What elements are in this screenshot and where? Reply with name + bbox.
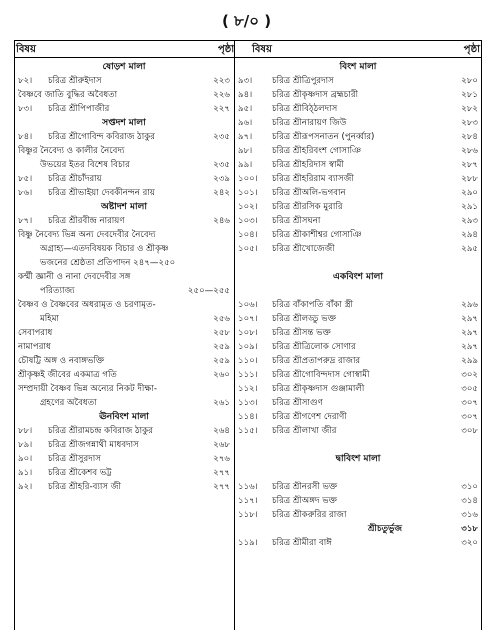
toc-entry	[238, 172, 478, 186]
entry-number: ১০৯।	[238, 342, 258, 352]
border-right	[481, 40, 482, 630]
entry-page: ২৮২	[461, 104, 478, 114]
entry-title: মহিমা	[40, 314, 60, 324]
entry-title: চরিত্র শ্রীহরিবংশ গোসাঞি	[272, 146, 362, 156]
border-left	[14, 40, 15, 630]
entry-title: উভয়ের ইতর বিশেষ বিচার	[40, 160, 130, 170]
entry-page: ২৮৬	[461, 146, 478, 156]
entry-title: চরিত্র শ্রীসুরদাস	[48, 454, 101, 464]
entry-page: ২২৩	[213, 76, 230, 86]
entry-title: চরিত্র শ্রীকৃষ্ণদাস গুঞ্জামালী	[272, 384, 365, 394]
toc-entry	[238, 424, 478, 438]
entry-page: ২৯৫	[461, 244, 478, 254]
entry-page: ৩০২	[461, 370, 478, 380]
entry-title: চরিত্র শ্রীসন্ত ভক্ত	[272, 328, 331, 338]
section-title: সপ্তদশ মালা	[102, 118, 146, 128]
entry-page: ২৬০	[213, 370, 230, 380]
toc-entry	[18, 354, 230, 368]
entry-title: চরিত্র শ্রীলাখা জীর	[272, 426, 337, 436]
entry-title: চরিত্র শ্রীকেশব ভট্ট	[48, 468, 112, 478]
entry-title: চরিত্র শ্রীপ্রতাপরুদ্র রাজার	[272, 356, 361, 366]
entry-title: চরিত্র বাঁকাপতি বাঁকা স্ত্রী	[272, 300, 354, 310]
toc-entry	[238, 144, 478, 158]
right-column	[238, 60, 478, 550]
toc-entry	[18, 270, 230, 284]
entry-title: চরিত্র শ্রীহরিদাস স্বামী	[272, 160, 344, 170]
entry-title: চরিত্র শ্রীসাগুণ	[272, 398, 323, 408]
toc-entry	[238, 186, 478, 200]
entry-number: ৯৩।	[238, 76, 253, 86]
entry-page: ৩১৮	[461, 524, 478, 534]
entry-page: ২৩৯	[213, 174, 230, 184]
entry-title: চরিত্র শ্রীহরিরাম ব্যাসজী	[272, 174, 354, 184]
section-title: বিংশ মালা	[339, 62, 377, 72]
toc-entry	[18, 368, 230, 382]
entry-page: ২৮০	[461, 76, 478, 86]
entry-page: ২৭৭	[213, 482, 230, 492]
entry-number: ৮৯।	[18, 440, 33, 450]
header-page-right: পৃষ্ঠা	[463, 44, 480, 55]
entry-page: ২৬৪	[213, 426, 230, 436]
entry-title: চরিত্র শ্রীরবীন্দ্র নারায়ণ	[48, 216, 125, 226]
entry-number: ১০৫।	[238, 244, 258, 254]
entry-number: ১০৭।	[238, 314, 258, 324]
entry-page: ২২৬	[213, 90, 230, 100]
entry-page: ২৯৭	[461, 328, 478, 338]
entry-title: চৌষট্টি অঙ্গ ও নবাঙ্গভক্তি	[18, 356, 105, 366]
toc-entry	[18, 130, 230, 144]
toc-entry	[238, 480, 478, 494]
entry-number: ১১৪।	[238, 412, 258, 422]
section-title: দ্বাবিংশ মালা	[335, 454, 381, 464]
toc-entry	[238, 88, 478, 102]
entry-number: ৮৪।	[18, 132, 33, 142]
entry-page: ২৪২	[213, 188, 230, 198]
entry-title: চরিত্র শ্রীসঘনা	[272, 216, 321, 226]
entry-title: চরিত্র শ্রীকরুরির রাজা	[272, 510, 347, 520]
entry-title: বিষ্ণুর নৈবেদ্য ও কালীর নৈবেদ্য	[18, 146, 125, 156]
entry-page: ২৯৯	[461, 356, 478, 366]
entry-page: ২৮৩	[461, 118, 478, 128]
toc-entry	[18, 214, 230, 228]
entry-page: ৩০৫	[461, 384, 478, 394]
toc-entry	[238, 312, 478, 326]
entry-number: ৯৭।	[238, 132, 253, 142]
toc-entry	[18, 242, 230, 256]
entry-number: ৯০।	[18, 454, 33, 464]
toc-entry	[18, 172, 230, 186]
entry-number: ১১৬।	[238, 482, 258, 492]
entry-title: ভজনের শ্রেষ্ঠতা প্রতিপাদন ২৪৭—২৫০	[40, 258, 176, 268]
section-title: ঊনবিংশ মালা	[99, 412, 149, 422]
entry-number: ১০১।	[238, 188, 258, 198]
entry-number: ১০৩।	[238, 216, 258, 226]
entry-title: চরিত্র শ্রীরূপসনাতন (পুনর্ব্বার)	[272, 132, 375, 142]
entry-number: ৮৫।	[18, 174, 33, 184]
entry-title: চরিত্র শ্রীলড্ডু ভক্ত	[272, 314, 337, 324]
spacer	[238, 256, 478, 270]
entry-title: চরিত্র শ্রীরসিক মুরারি	[272, 202, 343, 212]
entry-page: ২৫৬	[213, 314, 230, 324]
section-title: ষোড়শ মালা	[102, 62, 146, 72]
toc-entry	[238, 536, 478, 550]
toc-entry	[18, 186, 230, 200]
entry-number: ১১২।	[238, 384, 258, 394]
toc-entry	[18, 452, 230, 466]
entry-title: চরিত্র শ্রীত্রিলোক সোণার	[272, 342, 356, 352]
toc-entry	[238, 200, 478, 214]
entry-title: চরিত্র শ্রীবিঠ্ঠলদাস	[272, 104, 338, 114]
toc-entry	[238, 354, 478, 368]
entry-title: চরিত্র শ্রীচাঁদরায়	[48, 174, 102, 184]
toc-entry	[238, 158, 478, 172]
entry-title: চরিত্র শ্রীকাশীশ্বর গোসাঞি	[272, 230, 362, 240]
entry-title: গ্রহণের অবৈধতা	[40, 398, 97, 408]
entry-title: পরিত্যাজ্য	[40, 286, 75, 296]
entry-page: ৩০৭	[461, 412, 478, 422]
entry-page: ২৭৬	[213, 454, 230, 464]
header-page-left: পৃষ্ঠা	[218, 44, 235, 55]
toc-entry	[18, 74, 230, 88]
entry-title: সেবাপরাধ	[18, 328, 53, 338]
entry-page: ২৭৭	[213, 468, 230, 478]
entry-number: ৯১।	[18, 468, 33, 478]
page-number: ( ৮/০ )	[221, 12, 272, 30]
toc-entry	[238, 214, 478, 228]
toc-entry	[18, 466, 230, 480]
entry-page: ২৮৮	[461, 174, 478, 184]
entry-page: ২৪৬	[213, 216, 230, 226]
entry-page: ২৯০	[461, 188, 478, 198]
section-title: অষ্টাদশ মালা	[101, 202, 147, 212]
entry-title: বৈষ্ণবে জাতি বুদ্ধির অবৈধতা	[18, 90, 118, 100]
entry-number: ১১০।	[238, 356, 258, 366]
entry-number: ৮৩।	[18, 104, 33, 114]
toc-entry	[18, 158, 230, 172]
entry-title: চরিত্র শ্রীঅঙ্গদ ভক্ত	[272, 496, 337, 506]
entry-page: ৩১০	[461, 482, 478, 492]
entry-number: ১১৫।	[238, 426, 258, 436]
left-column	[18, 60, 230, 494]
toc-entry	[238, 228, 478, 242]
entry-number: ১০৮।	[238, 328, 258, 338]
entry-page: ২৯৬	[461, 300, 478, 310]
entry-number: ১০২।	[238, 202, 258, 212]
toc-entry	[18, 144, 230, 158]
toc-entry	[18, 396, 230, 410]
entry-number: ৮৮।	[18, 426, 33, 436]
entry-title: চরিত্র শ্রীনরসী ভক্ত	[272, 482, 338, 492]
entry-number: ১১৮।	[238, 510, 258, 520]
entry-page: ২৬১	[213, 398, 230, 408]
table-header	[14, 40, 482, 58]
entry-number: ৯৪।	[238, 90, 253, 100]
toc-entry	[18, 424, 230, 438]
spacer	[238, 466, 478, 480]
toc-entry	[238, 298, 478, 312]
entry-page: ৩১৬	[461, 510, 478, 520]
toc-entry	[238, 382, 478, 396]
entry-number: ১১৩।	[238, 398, 258, 408]
entry-page: ২৫৯	[213, 356, 230, 366]
entry-number: ১১৭।	[238, 496, 258, 506]
entry-page: ২৮৭	[461, 160, 478, 170]
entry-title: চরিত্র শ্রীখোজেজী	[272, 244, 335, 254]
entry-page: ২৯৭	[461, 342, 478, 352]
toc-entry	[18, 256, 230, 270]
entry-title: নামাপরাধ	[18, 342, 51, 352]
header-subject-right: বিষয়	[252, 44, 272, 55]
entry-number: ১১৯।	[238, 538, 258, 548]
entry-number: ১০০।	[238, 174, 258, 184]
toc-entry	[238, 242, 478, 256]
entry-title: চরিত্র শ্রীকৃষ্ণদাস ব্রহ্মচারী	[272, 90, 359, 100]
entry-page: ২৯৩	[461, 216, 478, 226]
entry-page: ২৫৯	[213, 342, 230, 352]
entry-title: সম্প্রদায়ী বৈষ্ণব ভিন্ন অন্যের নিকট দীক্ষা-	[18, 384, 157, 394]
section-title: একবিংশ মালা	[333, 272, 383, 282]
spacer	[238, 438, 478, 452]
entry-title: বিষ্ণু নৈবেদ্য ভিন্ন অন্য দেবদেবীর নৈবেদ্য	[18, 230, 156, 240]
entry-title: চরিত্র শ্রীভাইয়া দেবকীনন্দন রায়	[48, 188, 155, 198]
toc-entry	[238, 368, 478, 382]
toc-entry	[238, 326, 478, 340]
entry-page: ২৯১	[461, 202, 478, 212]
entry-number: ৯৬।	[238, 118, 253, 128]
entry-title: চরিত্র শ্রীগোবিন্দ কবিরাজ ঠাকুর	[48, 132, 155, 142]
entry-title: চরিত্র শ্রীরামচন্দ্র কবিরাজ ঠাকুর	[48, 426, 153, 436]
entry-page: ২৯৪	[461, 230, 478, 240]
toc-entry	[18, 312, 230, 326]
entry-title: কর্ম্মী জ্ঞানী ও নানা দেবদেবীর সঙ্গ	[18, 272, 131, 282]
entry-page: ২৮৪	[461, 132, 478, 142]
header-subject-left: বিষয়	[16, 44, 36, 55]
toc-entry	[238, 508, 478, 522]
entry-page: ৩২০	[461, 538, 478, 548]
toc-entry	[18, 326, 230, 340]
toc-entry	[18, 438, 230, 452]
toc-entry	[238, 130, 478, 144]
entry-title: শ্রীকৃষ্ণই জীবের একমাত্র গতি	[18, 370, 117, 380]
toc-entry	[238, 396, 478, 410]
entry-page: ৩০৭	[461, 398, 478, 408]
toc-entry	[238, 494, 478, 508]
entry-page: ২৫০—২৫৫	[187, 286, 230, 296]
entry-title: চরিত্র শ্রীহরি-ব্যাস জী	[48, 482, 121, 492]
toc-entry	[18, 102, 230, 116]
entry-number: ১০৪।	[238, 230, 258, 240]
toc-entry	[18, 284, 230, 298]
entry-title: চরিত্র শ্রীঅলি-ভগবান	[272, 188, 346, 198]
toc-entry	[18, 228, 230, 242]
toc-entry	[238, 340, 478, 354]
entry-page: ২৩৫	[213, 132, 230, 142]
toc-entry	[238, 102, 478, 116]
toc-entry	[18, 382, 230, 396]
entry-number: ১০৬।	[238, 300, 258, 310]
entry-page: ২২৭	[213, 104, 230, 114]
entry-title: চরিত্র শ্রীগোবিন্দদাস গোস্বামী	[272, 370, 370, 380]
toc-entry	[18, 480, 230, 494]
entry-number: ৮২।	[18, 76, 33, 86]
toc-entry	[238, 410, 478, 424]
entry-number: ৯২।	[18, 482, 33, 492]
entry-number: ৮৬।	[18, 188, 33, 198]
entry-title: চরিত্র শ্রীপিপাজীর	[48, 104, 110, 114]
toc-entry	[238, 522, 478, 536]
toc-entry	[238, 74, 478, 88]
entry-title: চরিত্র শ্রীগণেশ দেরাণী	[272, 412, 347, 422]
entry-page: ২৬৮	[213, 440, 230, 450]
toc-entry	[18, 340, 230, 354]
entry-title: চরিত্র শ্রীত্রিপুরদাস	[272, 76, 334, 86]
toc-entry	[238, 116, 478, 130]
toc-entry	[18, 88, 230, 102]
entry-page: ২৫৮	[213, 328, 230, 338]
entry-number: ৮৭।	[18, 216, 33, 226]
entry-page: ২৯৭	[461, 314, 478, 324]
entry-number: ৯৯।	[238, 160, 253, 170]
entry-title: অগ্রাহ্য—এতদবিষয়ক বিচার ও শ্রীকৃষ্ণ	[40, 244, 169, 254]
entry-page: ৩১৪	[461, 496, 478, 506]
entry-title: চরিত্র শ্রীজগন্নাথী মাধবদাস	[48, 440, 139, 450]
entry-title: চরিত্র শ্রীমীরা বাঈ	[272, 538, 332, 548]
entry-title: শ্রীচতুর্ভুজ	[368, 524, 403, 534]
entry-number: ৯৮।	[238, 146, 253, 156]
entry-title: চরিত্র শ্রীরুইদাস	[48, 76, 102, 86]
column-divider	[234, 40, 235, 630]
entry-page: ৩০৮	[461, 426, 478, 436]
spacer	[238, 284, 478, 298]
entry-title: বৈষ্ণব ও বৈষ্ণবের অধরামৃত ও চরণামৃত-	[18, 300, 156, 310]
toc-entry	[18, 298, 230, 312]
entry-number: ১১১।	[238, 370, 258, 380]
entry-page: ২৮১	[461, 90, 478, 100]
entry-title: চরিত্র শ্রীনারায়ণ জিউ	[272, 118, 347, 128]
entry-number: ৯৫।	[238, 104, 253, 114]
entry-page: ২৩৫	[213, 160, 230, 170]
